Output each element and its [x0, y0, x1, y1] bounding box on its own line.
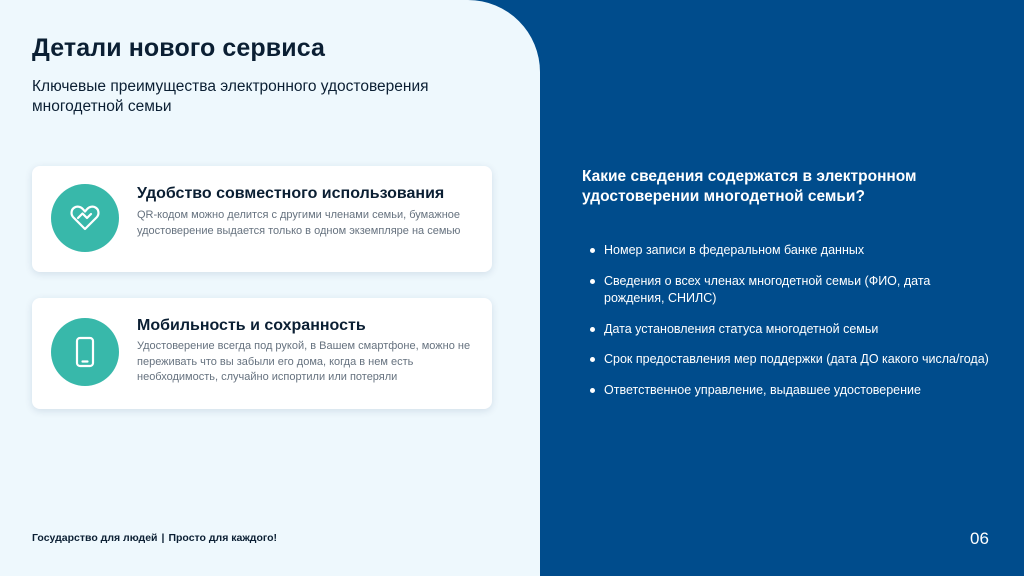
smartphone-icon — [51, 318, 119, 386]
page-number: 06 — [970, 529, 989, 548]
list-item — [590, 242, 990, 260]
bullet-dot — [590, 279, 595, 284]
card-title: Удобство совместного использования — [137, 185, 445, 202]
list-item-text: Номер записи в федеральном банке данных — [604, 243, 865, 257]
page-title: Детали нового сервиса — [32, 34, 326, 62]
card-text: Удостоверение всегда под рукой, в Вашем смартфоне, можно не переживать что вы забыли его дома, когда в нем есть необходимость, случайно испортили или потеряли — [137, 340, 471, 383]
footer-slogan-part2: Просто для каждого! — [168, 532, 278, 544]
info-list — [590, 242, 990, 412]
list-item-text: Срок предоставления мер поддержки (дата ДО какого числа/года) — [604, 352, 989, 366]
page-subtitle: Ключевые преимущества электронного удостоверения многодетной семьи — [32, 78, 429, 115]
list-item-text: Сведения о всех членах многодетной семьи (ФИО, дата рождения, СНИЛС) — [604, 273, 931, 305]
bullet-dot — [590, 327, 595, 332]
bullet-dot — [590, 388, 595, 393]
footer-slogan — [32, 532, 277, 544]
footer-slogan-part1: Государство для людей — [32, 532, 158, 544]
list-item — [590, 351, 990, 369]
list-item-text: Дата установления статуса многодетной семьи — [604, 321, 879, 336]
feature-card-mobility — [32, 298, 492, 409]
heart-handshake-icon — [51, 184, 119, 252]
list-item — [590, 382, 990, 400]
info-section-title: Какие сведения содержатся в электронном удостоверении многодетной семьи? — [582, 168, 917, 205]
list-item — [590, 321, 990, 339]
bullet-dot — [590, 248, 595, 253]
list-item — [590, 273, 990, 308]
card-text: QR-кодом можно делится с другими членами семьи, бумажное удостоверение выдается только в одном экземпляре на семью — [137, 209, 461, 237]
footer-separator: | — [161, 532, 165, 544]
card-title: Мобильность и сохранность — [137, 317, 366, 334]
list-item-text: Ответственное управление, выдавшее удостоверение — [604, 382, 921, 397]
feature-card-sharing — [32, 166, 492, 272]
bullet-dot — [590, 357, 595, 362]
